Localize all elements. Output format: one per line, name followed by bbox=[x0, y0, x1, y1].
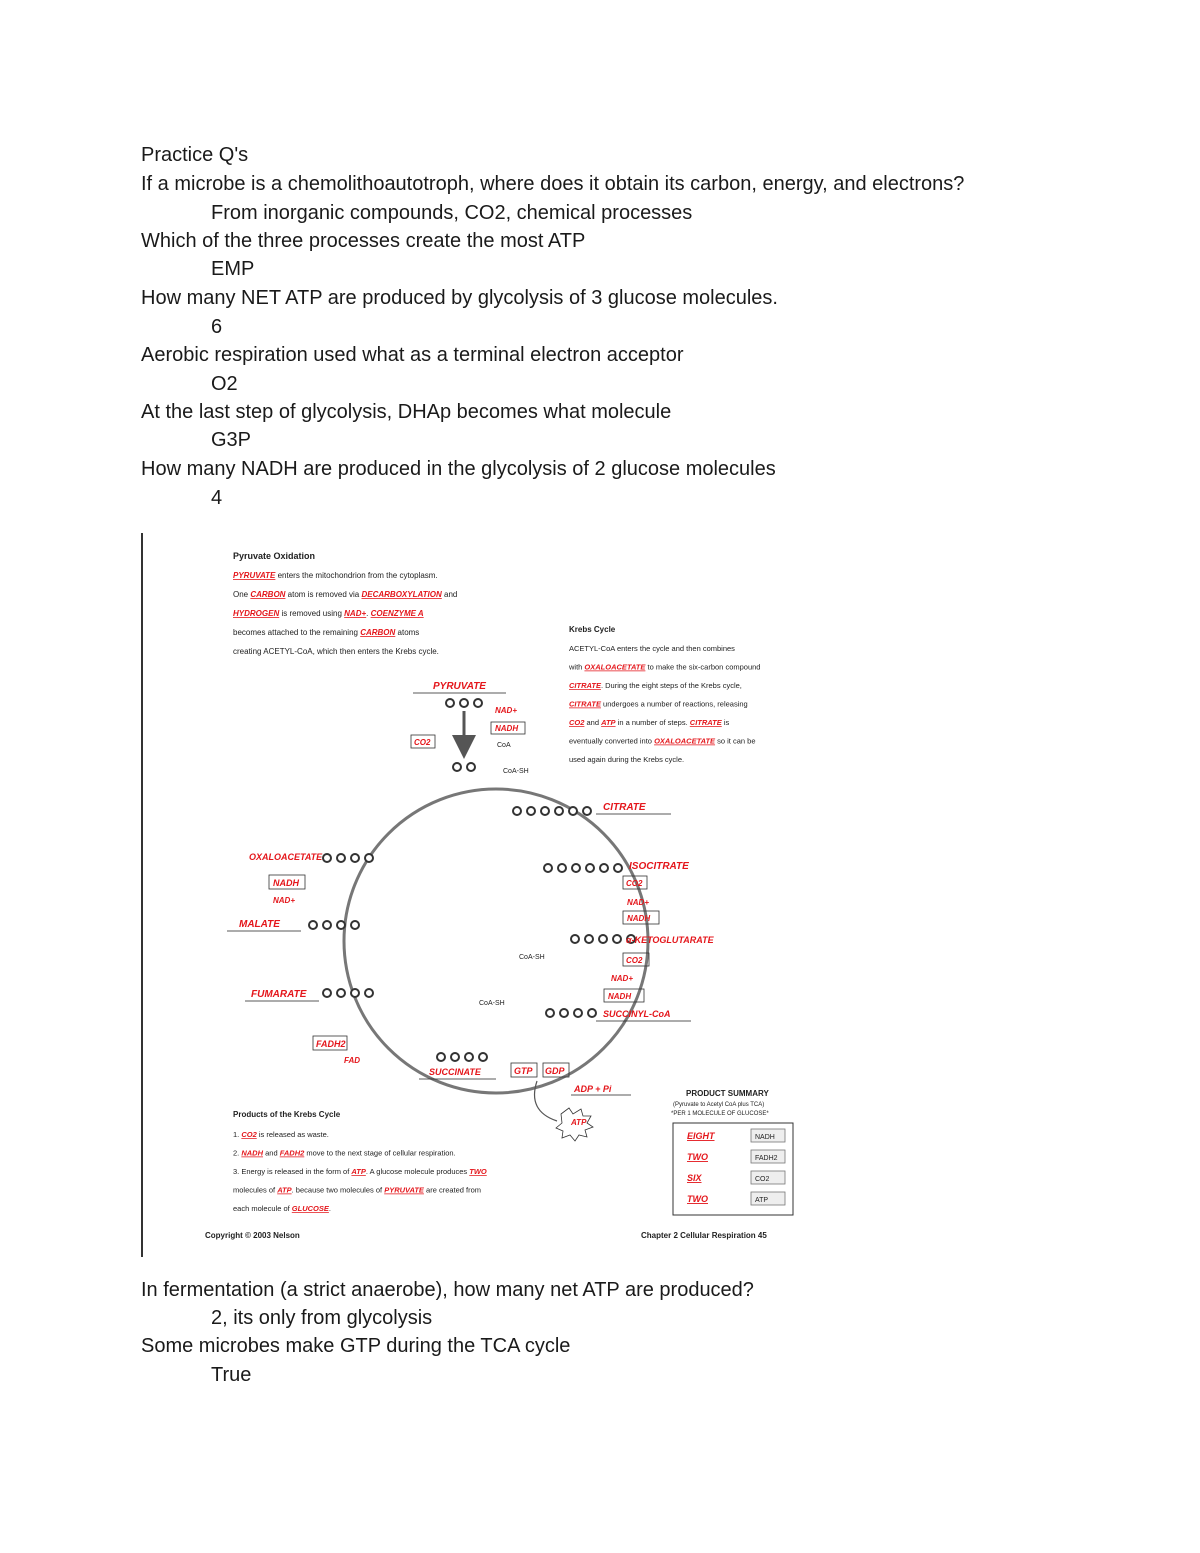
copyright: Copyright © 2003 Nelson bbox=[205, 1231, 300, 1240]
malate-step bbox=[227, 875, 359, 931]
malate-carbons bbox=[309, 921, 359, 929]
answer-6: 4 bbox=[211, 487, 223, 509]
summary-title: PRODUCT SUMMARY bbox=[686, 1089, 769, 1098]
oxaloacetate-carbons bbox=[323, 854, 373, 862]
pyruvate-label: PYRUVATE bbox=[433, 681, 486, 692]
products-section bbox=[233, 1110, 487, 1213]
po-line-2: HYDROGEN is removed using NAD+. COENZYME A bbox=[233, 609, 424, 618]
po-nad-label: NAD+ bbox=[495, 706, 518, 715]
chapter-footer: Chapter 2 Cellular Respiration 45 bbox=[641, 1231, 767, 1240]
kc-line-0: ACETYL-CoA enters the cycle and then combines bbox=[569, 644, 735, 653]
oxaloacetate-carbons-carbon bbox=[337, 854, 345, 862]
product-line-0: 1. CO2 is released as waste. bbox=[233, 1130, 329, 1139]
ketoglutarate-carbons-carbon bbox=[585, 935, 593, 943]
fumarate-carbons-carbon bbox=[323, 989, 331, 997]
citrate-carbons-carbon bbox=[527, 807, 535, 815]
isocitrate-label: ISOCITRATE bbox=[629, 861, 689, 872]
isocitrate-nad-label: NAD+ bbox=[627, 898, 650, 907]
succinylcoa-carbons bbox=[546, 1009, 596, 1017]
succinylcoa-label: SUCCINYL-CoA bbox=[603, 1009, 671, 1019]
po-lines bbox=[233, 571, 457, 656]
oxaloacetate-carbons-carbon bbox=[323, 854, 331, 862]
product-line-4: each molecule of GLUCOSE. bbox=[233, 1204, 331, 1213]
isocitrate-carbons-carbon bbox=[558, 864, 566, 872]
summary-rows bbox=[687, 1129, 785, 1205]
po-line-4: creating ACETYL-CoA, which then enters the Krebs cycle. bbox=[233, 647, 439, 656]
succinylcoa-step bbox=[479, 1000, 691, 1021]
summary-count: SIX bbox=[687, 1173, 702, 1183]
summary-sub1: (Pyruvate to Acetyl CoA plus TCA) bbox=[673, 1102, 765, 1108]
isocitrate-co2-label: CO2 bbox=[626, 879, 643, 888]
ketoglutarate-carbons-carbon bbox=[613, 935, 621, 943]
po-nadh-label: NADH bbox=[495, 724, 519, 733]
fumarate-label: FUMARATE bbox=[251, 989, 307, 1000]
summary-count: TWO bbox=[687, 1194, 708, 1204]
isocitrate-carbons-carbon bbox=[614, 864, 622, 872]
atp-burst-label: ATP bbox=[571, 1118, 587, 1127]
po-co2-label: CO2 bbox=[414, 738, 431, 747]
malate-label: MALATE bbox=[239, 919, 280, 930]
question-7: In fermentation (a strict anaerobe), how many net ATP are produced? bbox=[141, 1279, 754, 1301]
malate-carbons-carbon bbox=[337, 921, 345, 929]
answer-5: G3P bbox=[211, 429, 252, 451]
isocitrate-carbons-carbon bbox=[572, 864, 580, 872]
product-line-1: 2. NADH and FADH2 move to the next stage of cellular respiration. bbox=[233, 1148, 456, 1158]
question-2: Which of the three processes create the most ATP bbox=[141, 230, 586, 252]
isocitrate-carbons bbox=[544, 864, 622, 872]
pyruvate-oxidation-section bbox=[233, 551, 457, 656]
summary-item: NADH bbox=[755, 1134, 775, 1141]
pyruvate-entry bbox=[411, 681, 529, 775]
succinate-carbons-carbon bbox=[437, 1053, 445, 1061]
summary-count: EIGHT bbox=[687, 1131, 715, 1141]
ketoglutarate-carbons-carbon bbox=[599, 935, 607, 943]
summary-sub2: *PER 1 MOLECULE OF GLUCOSE* bbox=[671, 1111, 769, 1117]
fadh2-label: FADH2 bbox=[316, 1039, 346, 1049]
question-1: If a microbe is a chemolithoautotroph, where does it obtain its carbon, energy, and electrons? bbox=[141, 173, 965, 195]
succinate-carbons-carbon bbox=[465, 1053, 473, 1061]
oxaloacetate-carbons-carbon bbox=[351, 854, 359, 862]
products-lines bbox=[233, 1130, 487, 1213]
fumarate-carbons-carbon bbox=[351, 989, 359, 997]
citrate-carbons-carbon bbox=[583, 807, 591, 815]
succinylcoa-carbons-carbon bbox=[588, 1009, 596, 1017]
oxaloacetate-carbons-carbon bbox=[365, 854, 373, 862]
answer-2: EMP bbox=[211, 258, 255, 280]
malate-carbons-carbon bbox=[351, 921, 359, 929]
fumarate-carbons bbox=[323, 989, 373, 997]
kc-line-6: used again during the Krebs cycle. bbox=[569, 755, 685, 764]
citrate-carbons-carbon bbox=[541, 807, 549, 815]
product-summary bbox=[671, 1089, 793, 1215]
po-line-0: PYRUVATE enters the mitochondrion from the cytoplasm. bbox=[233, 571, 438, 580]
citrate-carbons-carbon bbox=[513, 807, 521, 815]
fumarate-carbons-carbon bbox=[337, 989, 345, 997]
coa-label: CoA bbox=[497, 742, 511, 749]
succinylcoa-carbons-carbon bbox=[560, 1009, 568, 1017]
summary-item: CO2 bbox=[755, 1176, 770, 1183]
summary-count: TWO bbox=[687, 1152, 708, 1162]
succinylcoa-carbons-carbon bbox=[546, 1009, 554, 1017]
question-4: Aerobic respiration used what as a terminal electron acceptor bbox=[141, 344, 684, 366]
gtp-label: GTP bbox=[514, 1066, 533, 1076]
answer-4: O2 bbox=[211, 373, 238, 395]
answer-1: From inorganic compounds, CO2, chemical processes bbox=[211, 202, 693, 224]
coash-top-label: CoA-SH bbox=[503, 768, 529, 775]
fad-label: FAD bbox=[344, 1056, 360, 1065]
isocitrate-carbons-carbon bbox=[544, 864, 552, 872]
kc-line-2: CITRATE. During the eight steps of the Krebs cycle, bbox=[569, 681, 742, 690]
citrate-carbons-carbon bbox=[569, 807, 577, 815]
isocitrate-nadh-label: NADH bbox=[627, 914, 651, 923]
product-line-2: 3. Energy is released in the form of ATP. A glucose molecule produces TWO bbox=[233, 1167, 487, 1176]
oxaloacetate-step bbox=[249, 852, 373, 862]
po-line-1: One CARBON atom is removed via DECARBOXYLATION and bbox=[233, 590, 458, 599]
isocitrate-carbons-carbon bbox=[586, 864, 594, 872]
malate-nadh-label: NADH bbox=[273, 878, 299, 888]
kc-line-4: CO2 and ATP in a number of steps. CITRATE is bbox=[569, 718, 730, 727]
adp-label: ADP + Pi bbox=[574, 1084, 612, 1094]
malate-nad-label: NAD+ bbox=[273, 896, 296, 905]
kc-line-1: with OXALOACETATE to make the six-carbon compound bbox=[569, 662, 761, 672]
answer-3: 6 bbox=[211, 316, 223, 338]
malate-carbons-carbon bbox=[309, 921, 317, 929]
citrate-step bbox=[513, 802, 671, 815]
keto-nadh-label: NADH bbox=[608, 992, 632, 1001]
keto-co2-label: CO2 bbox=[626, 956, 643, 965]
answer-7: 2, its only from glycolysis bbox=[211, 1307, 433, 1329]
kc-title: Krebs Cycle bbox=[569, 625, 616, 634]
kc-line-3: CITRATE undergoes a number of reactions, releasing bbox=[569, 699, 748, 709]
succinate-carbons-carbon bbox=[451, 1053, 459, 1061]
question-3: How many NET ATP are produced by glycolysis of 3 glucose molecules. bbox=[141, 287, 778, 309]
succinate-label: SUCCINATE bbox=[429, 1067, 481, 1077]
ketoglutarate-carbons-carbon bbox=[571, 935, 579, 943]
isocitrate-step bbox=[544, 861, 689, 924]
product-line-3: molecules of ATP. because two molecules of PYRUVATE are created from bbox=[233, 1185, 482, 1195]
fumarate-carbons-carbon bbox=[365, 989, 373, 997]
summary-item: ATP bbox=[755, 1197, 769, 1204]
keto-nad-label: NAD+ bbox=[611, 974, 634, 983]
coash-low-label: CoA-SH bbox=[479, 1000, 505, 1007]
succinate-carbons-carbon bbox=[479, 1053, 487, 1061]
krebs-cycle-worksheet-figure bbox=[141, 533, 843, 1257]
ketoglutarate-step bbox=[519, 935, 715, 1002]
kc-lines bbox=[568, 644, 760, 764]
succinylcoa-carbons-carbon bbox=[574, 1009, 582, 1017]
page-heading: Practice Q's bbox=[141, 144, 249, 166]
question-5: At the last step of glycolysis, DHAp becomes what molecule bbox=[141, 401, 672, 423]
acetyl-carbons bbox=[453, 763, 475, 771]
citrate-carbons-carbon bbox=[555, 807, 563, 815]
ketoglutarate-label: α-KETOGLUTARATE bbox=[626, 935, 714, 945]
question-8: Some microbes make GTP during the TCA cycle bbox=[141, 1335, 571, 1357]
answer-8: True bbox=[211, 1364, 252, 1386]
fumarate-step bbox=[245, 989, 373, 1065]
po-title: Pyruvate Oxidation bbox=[233, 551, 316, 561]
po-line-3: becomes attached to the remaining CARBON atoms bbox=[233, 628, 420, 637]
pyruvate-carbons bbox=[446, 699, 482, 707]
products-title: Products of the Krebs Cycle bbox=[233, 1110, 341, 1119]
coash-mid-label: CoA-SH bbox=[519, 954, 545, 961]
citrate-label: CITRATE bbox=[603, 802, 646, 813]
succinate-step bbox=[419, 1053, 631, 1141]
oxaloacetate-label: OXALOACETATE bbox=[249, 852, 323, 862]
krebs-cycle-section bbox=[568, 625, 760, 764]
succinate-carbons bbox=[437, 1053, 487, 1061]
isocitrate-carbons-carbon bbox=[600, 864, 608, 872]
kc-line-5: eventually converted into OXALOACETATE so it can be bbox=[569, 736, 756, 746]
malate-carbons-carbon bbox=[323, 921, 331, 929]
summary-item: FADH2 bbox=[755, 1155, 778, 1162]
gdp-label: GDP bbox=[545, 1066, 565, 1076]
question-6: How many NADH are produced in the glycolysis of 2 glucose molecules bbox=[141, 458, 776, 480]
